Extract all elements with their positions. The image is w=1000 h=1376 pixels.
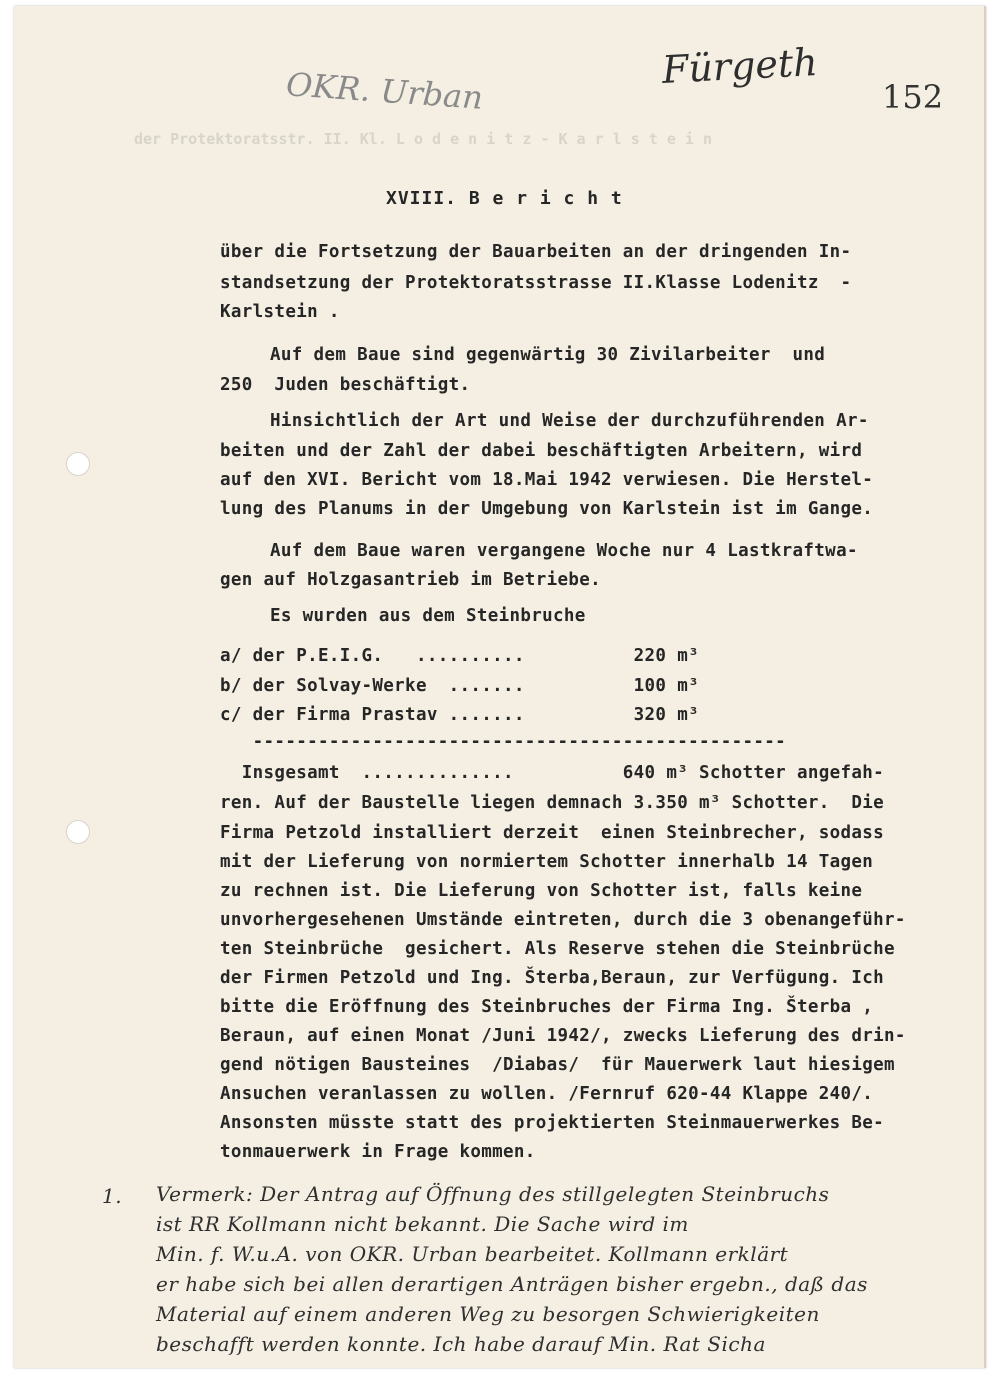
body-line: unvorhergesehenen Umstände eintreten, durch die 3 obenangeführ- bbox=[220, 910, 906, 930]
document-page bbox=[14, 6, 986, 1368]
body-line: Ansuchen veranlassen zu wollen. /Fernruf 620-44 Klappe 240/. bbox=[220, 1084, 874, 1104]
list-item: a/ der P.E.I.G. .......... 220 m³ bbox=[220, 646, 699, 666]
body-line: bitte die Eröffnung des Steinbruches der Firma Ing. Šterba , bbox=[220, 997, 874, 1017]
punch-hole-top bbox=[66, 452, 90, 476]
annotation-top-left: OKR. Urban bbox=[284, 65, 485, 117]
body-line: Ansonsten müsste statt des projektierten Steinmauerwerkes Be- bbox=[220, 1113, 885, 1133]
handwritten-note-line: Material auf einem anderen Weg zu besorgen Schwierigkeiten bbox=[156, 1302, 820, 1326]
body-line: gen auf Holzgasantrieb im Betriebe. bbox=[220, 570, 602, 590]
body-line: 250 Juden beschäftigt. bbox=[220, 375, 471, 395]
body-line: Firma Petzold installiert derzeit einen Steinbrecher, sodass bbox=[220, 823, 885, 843]
body-line: Auf dem Baue waren vergangene Woche nur 4 Lastkraftwa- bbox=[270, 541, 858, 561]
divider-line: ------------------------------------------------- bbox=[220, 732, 787, 752]
body-line: gend nötigen Bausteines /Diabas/ für Mauerwerk laut hiesigem bbox=[220, 1055, 895, 1075]
list-item: c/ der Firma Prastav ....... 320 m³ bbox=[220, 705, 699, 725]
body-line: auf den XVI. Bericht vom 18.Mai 1942 verwiesen. Die Herstel- bbox=[220, 470, 874, 490]
body-line: Karlstein . bbox=[220, 302, 340, 322]
handwritten-note-line: Vermerk: Der Antrag auf Öffnung des stillgelegten Steinbruchs bbox=[156, 1182, 830, 1206]
body-line: der Firmen Petzold und Ing. Šterba,Beraun, zur Verfügung. Ich bbox=[220, 968, 885, 988]
body-line: tonmauerwerk in Frage kommen. bbox=[220, 1142, 536, 1162]
body-line: Beraun, auf einen Monat /Juni 1942/, zwecks Lieferung des drin- bbox=[220, 1026, 906, 1046]
body-line: ren. Auf der Baustelle liegen demnach 3.350 m³ Schotter. Die bbox=[220, 793, 885, 813]
document-title: XVIII. B e r i c h t bbox=[386, 188, 623, 209]
handwritten-note-line: Min. f. W.u.A. von OKR. Urban bearbeitet. Kollmann erklärt bbox=[156, 1242, 789, 1266]
list-item: b/ der Solvay-Werke ....... 100 m³ bbox=[220, 676, 699, 696]
body-line: Insgesamt .............. 640 m³ Schotter angefah- bbox=[220, 763, 885, 783]
bleed-through-text: der Protektoratsstr. II. Kl. L o d e n i t z - K a r l s t e i n bbox=[134, 130, 712, 148]
body-line: lung des Planums in der Umgebung von Karlstein ist im Gange. bbox=[220, 499, 874, 519]
body-line: Auf dem Baue sind gegenwärtig 30 Zivilarbeiter und bbox=[270, 345, 826, 365]
body-line: beiten und der Zahl der dabei beschäftigten Arbeitern, wird bbox=[220, 441, 863, 461]
body-line: zu rechnen ist. Die Lieferung von Schotter ist, falls keine bbox=[220, 881, 863, 901]
handwritten-note-number: 1. bbox=[102, 1184, 123, 1208]
handwritten-note-line: er habe sich bei allen derartigen Anträgen bisher ergebn., daß das bbox=[156, 1272, 868, 1296]
body-line: ten Steinbrüche gesichert. Als Reserve stehen die Steinbrüche bbox=[220, 939, 895, 959]
annotation-top-center: Fürgeth bbox=[660, 39, 819, 93]
body-line: Es wurden aus dem Steinbruche bbox=[270, 606, 586, 626]
handwritten-note-line: ist RR Kollmann nicht bekannt. Die Sache wird im bbox=[156, 1212, 689, 1236]
body-line: Hinsichtlich der Art und Weise der durchzuführenden Ar- bbox=[270, 411, 869, 431]
body-line: über die Fortsetzung der Bauarbeiten an der dringenden In- bbox=[220, 242, 852, 262]
body-line: mit der Lieferung von normiertem Schotter innerhalb 14 Tagen bbox=[220, 852, 874, 872]
handwritten-note-line: beschafft werden konnte. Ich habe darauf Min. Rat Sicha bbox=[156, 1332, 766, 1356]
punch-hole-bottom bbox=[66, 820, 90, 844]
page-number: 152 bbox=[882, 78, 944, 116]
body-line: standsetzung der Protektoratsstrasse II.Klasse Lodenitz - bbox=[220, 273, 852, 293]
